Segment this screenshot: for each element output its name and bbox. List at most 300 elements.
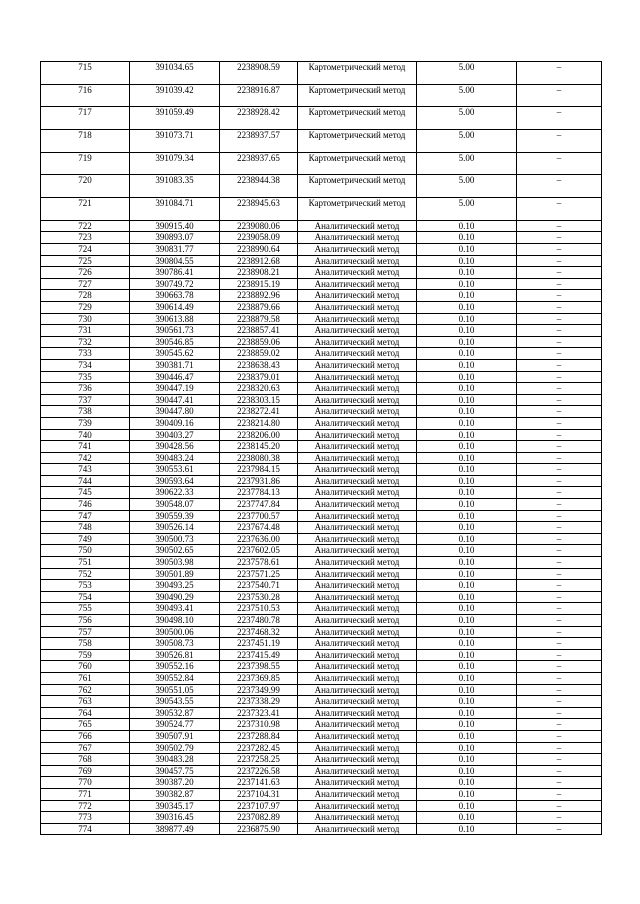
- point-number-cell: 728: [41, 290, 130, 302]
- x-coordinate-cell: 391039.42: [130, 84, 220, 107]
- table-row: [41, 580, 602, 592]
- y-coordinate-cell: 2238879.66: [220, 301, 298, 313]
- y-coordinate-cell: 2237510.53: [220, 603, 298, 615]
- table-row: [41, 267, 602, 279]
- y-coordinate-cell: 2238859.02: [220, 348, 298, 360]
- note-cell: –: [517, 777, 602, 789]
- note-cell: –: [517, 406, 602, 418]
- table-row: [41, 661, 602, 673]
- y-coordinate-cell: 2237258.25: [220, 754, 298, 766]
- table-row: [41, 545, 602, 557]
- x-coordinate-cell: 390447.80: [130, 406, 220, 418]
- x-coordinate-cell: 390345.17: [130, 800, 220, 812]
- note-cell: –: [517, 130, 602, 153]
- x-coordinate-cell: 391073.71: [130, 130, 220, 153]
- accuracy-cell: 0.10: [417, 684, 517, 696]
- accuracy-cell: 0.10: [417, 487, 517, 499]
- x-coordinate-cell: 390382.87: [130, 788, 220, 800]
- accuracy-cell: 0.10: [417, 754, 517, 766]
- x-coordinate-cell: 390316.45: [130, 812, 220, 824]
- method-cell: Аналитический метод: [298, 313, 417, 325]
- accuracy-cell: 0.10: [417, 452, 517, 464]
- method-cell: Аналитический метод: [298, 557, 417, 569]
- point-number-cell: 739: [41, 417, 130, 429]
- point-number-cell: 717: [41, 107, 130, 130]
- note-cell: –: [517, 499, 602, 511]
- y-coordinate-cell: 2238214.80: [220, 417, 298, 429]
- table-row: [41, 638, 602, 650]
- accuracy-cell: 0.10: [417, 383, 517, 395]
- x-coordinate-cell: 390483.24: [130, 452, 220, 464]
- method-cell: Аналитический метод: [298, 638, 417, 650]
- note-cell: –: [517, 522, 602, 534]
- y-coordinate-cell: 2237104.31: [220, 788, 298, 800]
- point-number-cell: 758: [41, 638, 130, 650]
- note-cell: –: [517, 684, 602, 696]
- y-coordinate-cell: 2239080.06: [220, 220, 298, 232]
- accuracy-cell: 0.10: [417, 510, 517, 522]
- accuracy-cell: 5.00: [417, 175, 517, 198]
- note-cell: –: [517, 707, 602, 719]
- accuracy-cell: 0.10: [417, 394, 517, 406]
- y-coordinate-cell: 2239058.09: [220, 232, 298, 244]
- method-cell: Аналитический метод: [298, 591, 417, 603]
- accuracy-cell: 0.10: [417, 278, 517, 290]
- table-row: [41, 417, 602, 429]
- point-number-cell: 773: [41, 812, 130, 824]
- x-coordinate-cell: 390493.41: [130, 603, 220, 615]
- y-coordinate-cell: 2237288.84: [220, 730, 298, 742]
- x-coordinate-cell: 391083.35: [130, 175, 220, 198]
- table-row: [41, 707, 602, 719]
- method-cell: Аналитический метод: [298, 394, 417, 406]
- note-cell: –: [517, 348, 602, 360]
- note-cell: –: [517, 325, 602, 337]
- accuracy-cell: 0.10: [417, 765, 517, 777]
- table-row: [41, 487, 602, 499]
- y-coordinate-cell: 2237540.71: [220, 580, 298, 592]
- x-coordinate-cell: 390915.40: [130, 220, 220, 232]
- point-number-cell: 735: [41, 371, 130, 383]
- x-coordinate-cell: 390503.98: [130, 557, 220, 569]
- x-coordinate-cell: 390553.61: [130, 464, 220, 476]
- method-cell: Аналитический метод: [298, 626, 417, 638]
- note-cell: –: [517, 788, 602, 800]
- method-cell: Аналитический метод: [298, 359, 417, 371]
- point-number-cell: 742: [41, 452, 130, 464]
- x-coordinate-cell: 390749.72: [130, 278, 220, 290]
- y-coordinate-cell: 2238320.63: [220, 383, 298, 395]
- method-cell: Картометрический метод: [298, 175, 417, 198]
- table-row: [41, 591, 602, 603]
- point-number-cell: 760: [41, 661, 130, 673]
- table-row: [41, 406, 602, 418]
- accuracy-cell: 0.10: [417, 557, 517, 569]
- document-page: [40, 61, 601, 835]
- x-coordinate-cell: 390613.88: [130, 313, 220, 325]
- point-number-cell: 719: [41, 152, 130, 175]
- method-cell: Аналитический метод: [298, 232, 417, 244]
- table-row: [41, 232, 602, 244]
- y-coordinate-cell: 2237931.86: [220, 475, 298, 487]
- note-cell: –: [517, 649, 602, 661]
- method-cell: Картометрический метод: [298, 198, 417, 221]
- table-row: [41, 175, 602, 198]
- method-cell: Аналитический метод: [298, 707, 417, 719]
- y-coordinate-cell: 2238303.15: [220, 394, 298, 406]
- note-cell: –: [517, 244, 602, 256]
- accuracy-cell: 0.10: [417, 823, 517, 835]
- accuracy-cell: 0.10: [417, 441, 517, 453]
- accuracy-cell: 0.10: [417, 336, 517, 348]
- accuracy-cell: 0.10: [417, 244, 517, 256]
- y-coordinate-cell: 2238912.68: [220, 255, 298, 267]
- note-cell: –: [517, 615, 602, 627]
- table-row: [41, 475, 602, 487]
- point-number-cell: 754: [41, 591, 130, 603]
- method-cell: Аналитический метод: [298, 244, 417, 256]
- method-cell: Картометрический метод: [298, 152, 417, 175]
- y-coordinate-cell: 2237282.45: [220, 742, 298, 754]
- point-number-cell: 727: [41, 278, 130, 290]
- table-row: [41, 348, 602, 360]
- x-coordinate-cell: 390831.77: [130, 244, 220, 256]
- method-cell: Аналитический метод: [298, 661, 417, 673]
- table-row: [41, 278, 602, 290]
- note-cell: –: [517, 301, 602, 313]
- note-cell: –: [517, 672, 602, 684]
- table-row: [41, 742, 602, 754]
- x-coordinate-cell: 390508.73: [130, 638, 220, 650]
- x-coordinate-cell: 389877.49: [130, 823, 220, 835]
- table-row: [41, 429, 602, 441]
- accuracy-cell: 5.00: [417, 84, 517, 107]
- table-row: [41, 359, 602, 371]
- accuracy-cell: 0.10: [417, 707, 517, 719]
- x-coordinate-cell: 390501.89: [130, 568, 220, 580]
- table-row: [41, 812, 602, 824]
- x-coordinate-cell: 390548.07: [130, 499, 220, 511]
- accuracy-cell: 0.10: [417, 220, 517, 232]
- accuracy-cell: 5.00: [417, 62, 517, 85]
- note-cell: –: [517, 730, 602, 742]
- y-coordinate-cell: 2238915.19: [220, 278, 298, 290]
- note-cell: –: [517, 800, 602, 812]
- method-cell: Аналитический метод: [298, 777, 417, 789]
- accuracy-cell: 0.10: [417, 290, 517, 302]
- x-coordinate-cell: 390526.81: [130, 649, 220, 661]
- x-coordinate-cell: 391034.65: [130, 62, 220, 85]
- y-coordinate-cell: 2237468.32: [220, 626, 298, 638]
- accuracy-cell: 5.00: [417, 152, 517, 175]
- point-number-cell: 725: [41, 255, 130, 267]
- point-number-cell: 733: [41, 348, 130, 360]
- accuracy-cell: 0.10: [417, 533, 517, 545]
- method-cell: Аналитический метод: [298, 672, 417, 684]
- note-cell: –: [517, 603, 602, 615]
- method-cell: Аналитический метод: [298, 325, 417, 337]
- x-coordinate-cell: 390526.14: [130, 522, 220, 534]
- accuracy-cell: 0.10: [417, 580, 517, 592]
- point-number-cell: 749: [41, 533, 130, 545]
- y-coordinate-cell: 2237480.78: [220, 615, 298, 627]
- point-number-cell: 763: [41, 696, 130, 708]
- note-cell: –: [517, 255, 602, 267]
- y-coordinate-cell: 2238879.58: [220, 313, 298, 325]
- x-coordinate-cell: 390428.56: [130, 441, 220, 453]
- x-coordinate-cell: 390546.85: [130, 336, 220, 348]
- method-cell: Аналитический метод: [298, 417, 417, 429]
- note-cell: –: [517, 661, 602, 673]
- x-coordinate-cell: 390543.55: [130, 696, 220, 708]
- method-cell: Аналитический метод: [298, 742, 417, 754]
- y-coordinate-cell: 2238638.43: [220, 359, 298, 371]
- y-coordinate-cell: 2238859.06: [220, 336, 298, 348]
- method-cell: Аналитический метод: [298, 290, 417, 302]
- point-number-cell: 769: [41, 765, 130, 777]
- table-row: [41, 325, 602, 337]
- table-row: [41, 603, 602, 615]
- x-coordinate-cell: 390447.41: [130, 394, 220, 406]
- x-coordinate-cell: 390786.41: [130, 267, 220, 279]
- x-coordinate-cell: 390552.16: [130, 661, 220, 673]
- method-cell: Аналитический метод: [298, 730, 417, 742]
- point-number-cell: 745: [41, 487, 130, 499]
- method-cell: Аналитический метод: [298, 499, 417, 511]
- x-coordinate-cell: 390561.73: [130, 325, 220, 337]
- point-number-cell: 721: [41, 198, 130, 221]
- table-row: [41, 510, 602, 522]
- method-cell: Аналитический метод: [298, 649, 417, 661]
- table-row: [41, 823, 602, 835]
- accuracy-cell: 0.10: [417, 638, 517, 650]
- table-row: [41, 672, 602, 684]
- accuracy-cell: 0.10: [417, 464, 517, 476]
- table-row: [41, 383, 602, 395]
- y-coordinate-cell: 2237310.98: [220, 719, 298, 731]
- x-coordinate-cell: 391084.71: [130, 198, 220, 221]
- y-coordinate-cell: 2237747.84: [220, 499, 298, 511]
- accuracy-cell: 0.10: [417, 777, 517, 789]
- method-cell: Аналитический метод: [298, 788, 417, 800]
- point-number-cell: 732: [41, 336, 130, 348]
- method-cell: Аналитический метод: [298, 522, 417, 534]
- accuracy-cell: 0.10: [417, 499, 517, 511]
- point-number-cell: 751: [41, 557, 130, 569]
- method-cell: Аналитический метод: [298, 406, 417, 418]
- x-coordinate-cell: 390559.39: [130, 510, 220, 522]
- note-cell: –: [517, 719, 602, 731]
- x-coordinate-cell: 390804.55: [130, 255, 220, 267]
- accuracy-cell: 0.10: [417, 267, 517, 279]
- method-cell: Аналитический метод: [298, 278, 417, 290]
- accuracy-cell: 5.00: [417, 198, 517, 221]
- note-cell: –: [517, 696, 602, 708]
- table-row: [41, 394, 602, 406]
- table-row: [41, 696, 602, 708]
- y-coordinate-cell: 2237349.99: [220, 684, 298, 696]
- x-coordinate-cell: 390614.49: [130, 301, 220, 313]
- method-cell: Аналитический метод: [298, 452, 417, 464]
- note-cell: –: [517, 152, 602, 175]
- note-cell: –: [517, 267, 602, 279]
- y-coordinate-cell: 2238908.21: [220, 267, 298, 279]
- note-cell: –: [517, 823, 602, 835]
- y-coordinate-cell: 2238937.57: [220, 130, 298, 153]
- note-cell: –: [517, 313, 602, 325]
- point-number-cell: 734: [41, 359, 130, 371]
- y-coordinate-cell: 2238379.01: [220, 371, 298, 383]
- x-coordinate-cell: 390387.20: [130, 777, 220, 789]
- accuracy-cell: 0.10: [417, 649, 517, 661]
- table-row: [41, 522, 602, 534]
- x-coordinate-cell: 390409.16: [130, 417, 220, 429]
- note-cell: –: [517, 812, 602, 824]
- y-coordinate-cell: 2238916.87: [220, 84, 298, 107]
- method-cell: Аналитический метод: [298, 580, 417, 592]
- point-number-cell: 764: [41, 707, 130, 719]
- x-coordinate-cell: 390502.79: [130, 742, 220, 754]
- method-cell: Аналитический метод: [298, 255, 417, 267]
- accuracy-cell: 0.10: [417, 661, 517, 673]
- note-cell: –: [517, 545, 602, 557]
- x-coordinate-cell: 390498.10: [130, 615, 220, 627]
- note-cell: –: [517, 464, 602, 476]
- method-cell: Картометрический метод: [298, 62, 417, 85]
- y-coordinate-cell: 2237369.85: [220, 672, 298, 684]
- point-number-cell: 720: [41, 175, 130, 198]
- y-coordinate-cell: 2238908.59: [220, 62, 298, 85]
- note-cell: –: [517, 487, 602, 499]
- point-number-cell: 747: [41, 510, 130, 522]
- table-row: [41, 452, 602, 464]
- x-coordinate-cell: 390532.87: [130, 707, 220, 719]
- point-number-cell: 738: [41, 406, 130, 418]
- y-coordinate-cell: 2238945.63: [220, 198, 298, 221]
- accuracy-cell: 0.10: [417, 719, 517, 731]
- accuracy-cell: 5.00: [417, 130, 517, 153]
- y-coordinate-cell: 2237082.89: [220, 812, 298, 824]
- method-cell: Аналитический метод: [298, 684, 417, 696]
- method-cell: Аналитический метод: [298, 533, 417, 545]
- point-number-cell: 762: [41, 684, 130, 696]
- table-row: [41, 626, 602, 638]
- method-cell: Аналитический метод: [298, 719, 417, 731]
- note-cell: –: [517, 417, 602, 429]
- note-cell: –: [517, 557, 602, 569]
- table-body: [41, 62, 602, 835]
- point-number-cell: 718: [41, 130, 130, 153]
- point-number-cell: 746: [41, 499, 130, 511]
- y-coordinate-cell: 2237784.13: [220, 487, 298, 499]
- table-row: [41, 130, 602, 153]
- x-coordinate-cell: 390545.62: [130, 348, 220, 360]
- x-coordinate-cell: 390446.47: [130, 371, 220, 383]
- method-cell: Аналитический метод: [298, 383, 417, 395]
- x-coordinate-cell: 390500.06: [130, 626, 220, 638]
- accuracy-cell: 0.10: [417, 696, 517, 708]
- method-cell: Аналитический метод: [298, 510, 417, 522]
- table-row: [41, 220, 602, 232]
- point-number-cell: 729: [41, 301, 130, 313]
- table-row: [41, 754, 602, 766]
- point-number-cell: 766: [41, 730, 130, 742]
- accuracy-cell: 0.10: [417, 359, 517, 371]
- accuracy-cell: 0.10: [417, 417, 517, 429]
- method-cell: Аналитический метод: [298, 267, 417, 279]
- note-cell: –: [517, 278, 602, 290]
- method-cell: Аналитический метод: [298, 441, 417, 453]
- y-coordinate-cell: 2238928.42: [220, 107, 298, 130]
- method-cell: Аналитический метод: [298, 545, 417, 557]
- method-cell: Аналитический метод: [298, 603, 417, 615]
- note-cell: –: [517, 220, 602, 232]
- accuracy-cell: 0.10: [417, 313, 517, 325]
- y-coordinate-cell: 2238145.20: [220, 441, 298, 453]
- method-cell: Аналитический метод: [298, 348, 417, 360]
- note-cell: –: [517, 441, 602, 453]
- point-number-cell: 748: [41, 522, 130, 534]
- accuracy-cell: 0.10: [417, 742, 517, 754]
- method-cell: Аналитический метод: [298, 429, 417, 441]
- y-coordinate-cell: 2237700.57: [220, 510, 298, 522]
- accuracy-cell: 0.10: [417, 788, 517, 800]
- point-number-cell: 770: [41, 777, 130, 789]
- accuracy-cell: 0.10: [417, 626, 517, 638]
- y-coordinate-cell: 2237398.55: [220, 661, 298, 673]
- y-coordinate-cell: 2238944.38: [220, 175, 298, 198]
- table-row: [41, 336, 602, 348]
- x-coordinate-cell: 390507.91: [130, 730, 220, 742]
- table-row: [41, 198, 602, 221]
- method-cell: Аналитический метод: [298, 220, 417, 232]
- y-coordinate-cell: 2237578.61: [220, 557, 298, 569]
- method-cell: Аналитический метод: [298, 371, 417, 383]
- method-cell: Аналитический метод: [298, 812, 417, 824]
- accuracy-cell: 0.10: [417, 730, 517, 742]
- method-cell: Картометрический метод: [298, 84, 417, 107]
- y-coordinate-cell: 2237226.58: [220, 765, 298, 777]
- accuracy-cell: 0.10: [417, 325, 517, 337]
- accuracy-cell: 0.10: [417, 406, 517, 418]
- note-cell: –: [517, 754, 602, 766]
- accuracy-cell: 0.10: [417, 800, 517, 812]
- point-number-cell: 757: [41, 626, 130, 638]
- method-cell: Аналитический метод: [298, 823, 417, 835]
- accuracy-cell: 0.10: [417, 371, 517, 383]
- point-number-cell: 772: [41, 800, 130, 812]
- note-cell: –: [517, 290, 602, 302]
- accuracy-cell: 0.10: [417, 812, 517, 824]
- table-row: [41, 313, 602, 325]
- y-coordinate-cell: 2237530.28: [220, 591, 298, 603]
- point-number-cell: 761: [41, 672, 130, 684]
- x-coordinate-cell: 391059.49: [130, 107, 220, 130]
- table-row: [41, 800, 602, 812]
- x-coordinate-cell: 391079.34: [130, 152, 220, 175]
- point-number-cell: 768: [41, 754, 130, 766]
- note-cell: –: [517, 394, 602, 406]
- y-coordinate-cell: 2237323.41: [220, 707, 298, 719]
- table-row: [41, 255, 602, 267]
- method-cell: Аналитический метод: [298, 568, 417, 580]
- point-number-cell: 774: [41, 823, 130, 835]
- y-coordinate-cell: 2238892.96: [220, 290, 298, 302]
- accuracy-cell: 0.10: [417, 232, 517, 244]
- note-cell: –: [517, 638, 602, 650]
- table-row: [41, 499, 602, 511]
- note-cell: –: [517, 626, 602, 638]
